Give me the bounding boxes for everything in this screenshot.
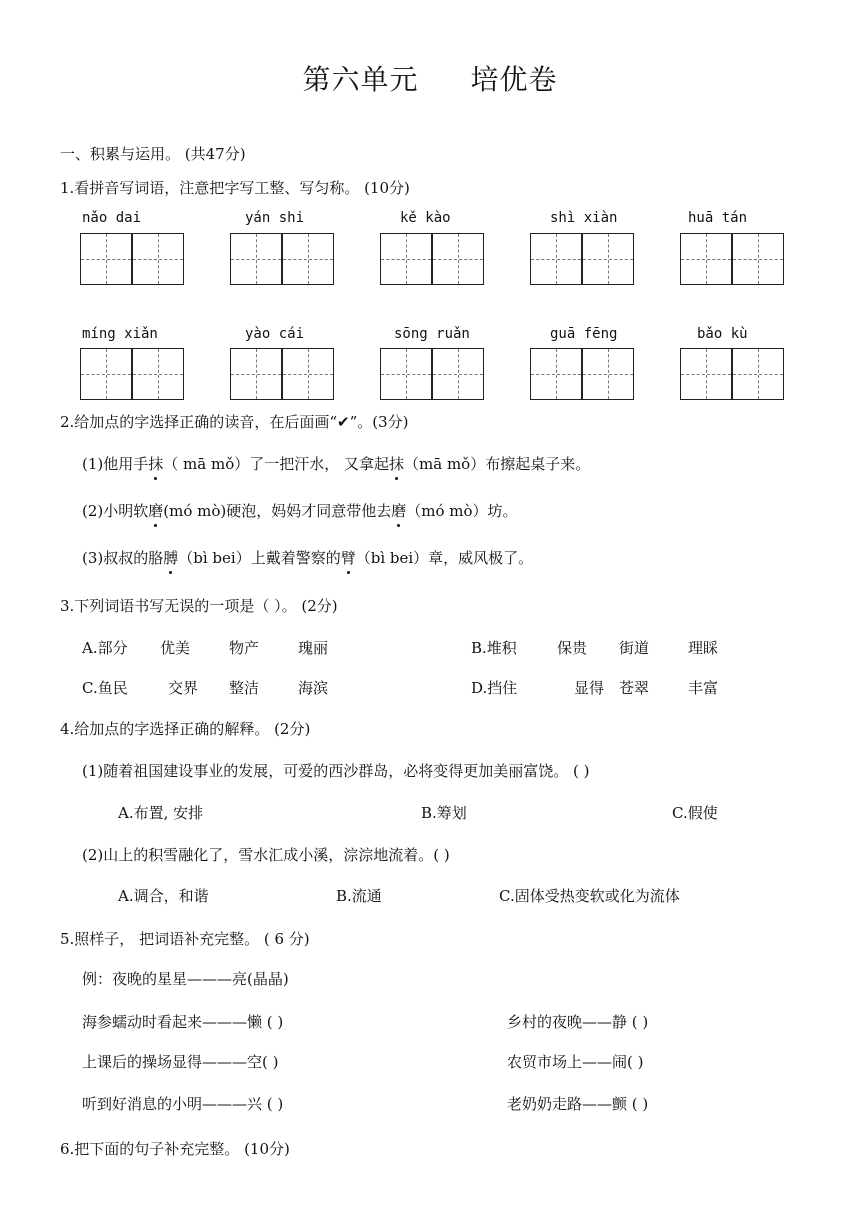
writing-grid[interactable] — [230, 233, 334, 285]
option-word: B.堆积 — [471, 639, 517, 657]
q6-prompt: 6.把下面的句子补充完整。 (10分) — [60, 1140, 290, 1158]
q2-item: (2)小明软磨(mó mò)硬泡，妈妈才同意带他去磨（mó mò）坊。 — [82, 502, 518, 520]
q4-sentence: (1)随着祖国建设事业的发展，可爱的西沙群岛，必将变得更加美丽富饶。 ( ) — [82, 762, 590, 780]
fill-item: 上课后的操场显得———空( ) — [82, 1053, 279, 1071]
fill-item: 乡村的夜晚——静 ( ) — [507, 1013, 649, 1031]
q4-sentence: (2)山上的积雪融化了，雪水汇成小溪，淙淙地流着。( ) — [82, 846, 450, 864]
option-word: 海滨 — [298, 679, 329, 697]
pinyin-label: guā fēng — [550, 326, 618, 342]
option-word: 苍翠 — [619, 679, 650, 697]
q2-item: (3)叔叔的胳膊（bì bei）上戴着警察的臂（bì bei）章，威风极了。 — [82, 549, 534, 567]
option-word: 理睬 — [688, 639, 719, 657]
option-word: D.挡住 — [471, 679, 518, 697]
pinyin-label: bǎo kù — [697, 326, 748, 342]
writing-grid[interactable] — [380, 348, 484, 400]
option-word: C.鱼民 — [82, 679, 128, 697]
option-word: 丰富 — [688, 679, 719, 697]
fill-item: 老奶奶走路——颤 ( ) — [507, 1095, 649, 1113]
option-word: 显得 — [574, 679, 605, 697]
q5-prompt: 5.照样子， 把词语补充完整。 ( 6 分) — [60, 930, 310, 948]
q4-prompt: 4.给加点的字选择正确的解释。 (2分) — [60, 720, 311, 738]
pinyin-label: sōng ruǎn — [394, 326, 470, 342]
pinyin-label: huā tán — [688, 210, 748, 226]
pinyin-label: nǎo dai — [82, 210, 142, 226]
writing-grid[interactable] — [380, 233, 484, 285]
writing-grid[interactable] — [530, 348, 634, 400]
checkmark-icon: ✔ — [336, 413, 350, 431]
pinyin-label: kě kào — [400, 210, 451, 226]
q3-prompt: 3.下列词语书写无误的一项是（ ）。 (2分) — [60, 597, 338, 615]
pinyin-label: míng xiǎn — [82, 326, 158, 342]
q2-item: (1)他用手抹（ mā mǒ）了一把汗水， 又拿起抹（mā mǒ）布擦起桌子来。 — [82, 455, 591, 473]
fill-item: 农贸市场上——闹( ) — [507, 1053, 644, 1071]
writing-grid[interactable] — [230, 348, 334, 400]
option-word: 整洁 — [229, 679, 260, 697]
writing-grid[interactable] — [530, 233, 634, 285]
option-word: 物产 — [229, 639, 260, 657]
q2-prompt: 2.给加点的字选择正确的读音，在后面画“✔”。(3分) — [60, 413, 409, 431]
option-text: C.固体受热变软或化为流体 — [499, 887, 680, 905]
option-word: A.部分 — [82, 639, 128, 657]
option-word: 保贵 — [557, 639, 588, 657]
option-text: C.假使 — [672, 804, 718, 822]
option-text: A.布置, 安排 — [118, 804, 204, 822]
option-word: 街道 — [619, 639, 650, 657]
dotted-char: 臂 — [340, 549, 356, 567]
writing-grid[interactable] — [80, 233, 184, 285]
page-title: 第六单元 培优卷 — [302, 63, 558, 96]
q1-prompt: 1.看拼音写词语，注意把字写工整、写匀称。 (10分) — [60, 179, 410, 197]
fill-item: 海参蠕动时看起来———懒 ( ) — [82, 1013, 284, 1031]
option-word: 瑰丽 — [298, 639, 329, 657]
pinyin-label: shì xiàn — [550, 210, 618, 226]
fill-item: 听到好消息的小明———兴 ( ) — [82, 1095, 284, 1113]
option-text: A.调合，和谐 — [118, 887, 209, 905]
writing-grid[interactable] — [680, 233, 784, 285]
option-text: B.流通 — [336, 887, 382, 905]
dotted-char: 抹 — [389, 455, 405, 473]
dotted-char: 抹 — [148, 455, 164, 473]
dotted-char: 磨 — [391, 502, 407, 520]
pinyin-label: yán shi — [245, 210, 305, 226]
dotted-char: 膊 — [163, 549, 179, 567]
q5-example: 例：夜晚的星星———亮(晶晶) — [82, 970, 289, 988]
option-word: 优美 — [160, 639, 191, 657]
section-heading: 一、积累与运用。 (共47分) — [60, 145, 246, 163]
pinyin-label: yào cái — [245, 326, 305, 342]
writing-grid[interactable] — [80, 348, 184, 400]
option-text: B.筹划 — [421, 804, 467, 822]
dotted-char: 磨 — [148, 502, 164, 520]
option-word: 交界 — [168, 679, 199, 697]
writing-grid[interactable] — [680, 348, 784, 400]
